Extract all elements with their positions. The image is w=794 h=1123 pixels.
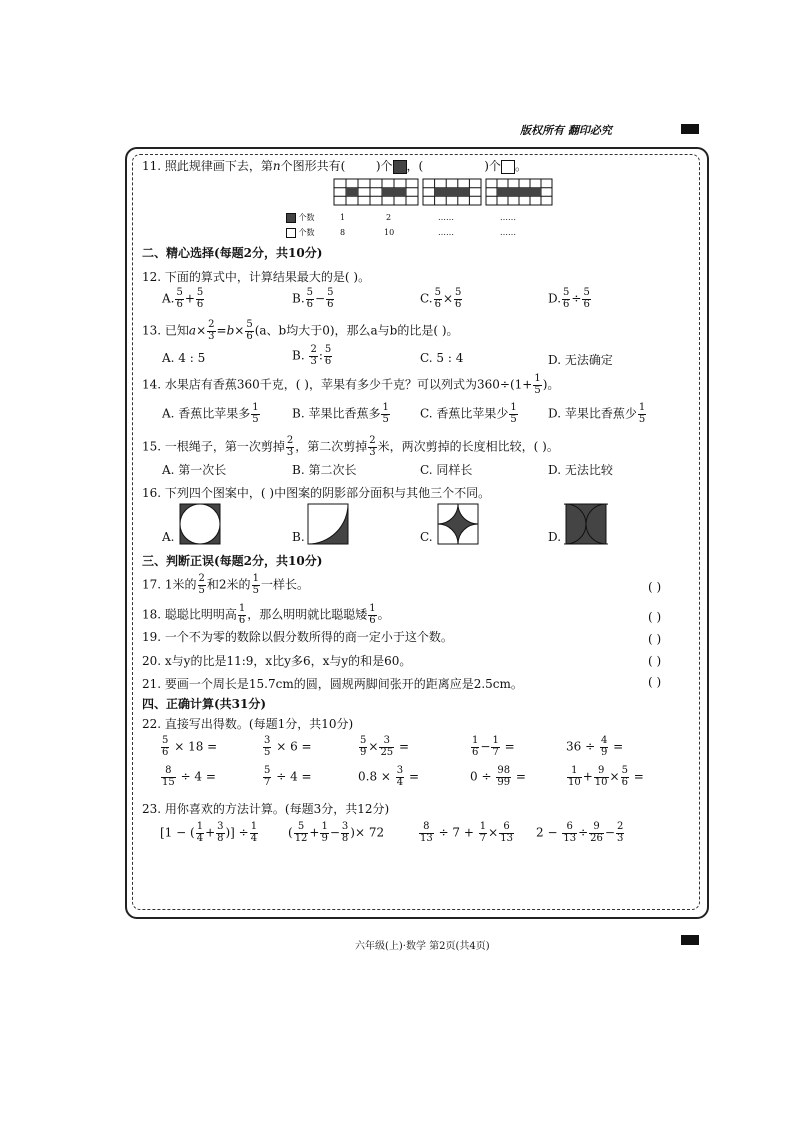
pattern-figure-2 xyxy=(368,177,420,207)
count-shaded-1: 1 xyxy=(340,213,346,222)
q16-figure-b[interactable] xyxy=(306,502,350,546)
q23-expr-2: ( $\frac{5}{12}$ + $\frac{1}{9}$ − $\frac{3}{8}$ )× 72 xyxy=(288,821,385,844)
question-23: 23. 用你喜欢的方法计算。(每题3分，共12分) xyxy=(142,802,390,816)
q23-expr-1: [1 − ( $\frac{1}{4}$ + $\frac{3}{8}$ )] ÷ $\frac{1}{4}$ xyxy=(160,821,258,844)
q22-item-1: $\frac{5}{6}$ × 18 = xyxy=(162,735,218,758)
q22-item-3: $\frac{5}{9}$ × $\frac{3}{25}$ = xyxy=(360,735,410,758)
q17-answer-box[interactable]: ( ) xyxy=(648,580,662,594)
q16-label-d[interactable]: D. xyxy=(548,530,562,544)
section-2-title: 二、精心选择(每题2分，共10分) xyxy=(142,246,323,260)
q23-expr-3: $\frac{8}{13}$ ÷ 7 + $\frac{1}{7}$ × $\frac{6}{13}$ xyxy=(420,821,513,844)
q12-option-b[interactable]: B. $\frac{5}{6}$ − $\frac{5}{6}$ xyxy=(292,287,334,310)
q22-item-4: $\frac{1}{6}$ − $\frac{1}{7}$ = xyxy=(472,735,515,758)
q14-option-a[interactable]: A. 香蕉比苹果多 $\frac{1}{5}$ xyxy=(162,402,259,425)
white-square-icon xyxy=(501,160,515,174)
q16-figure-c[interactable] xyxy=(436,502,480,546)
page-footer: 六年级(上)·数学 第2页(共4页) xyxy=(355,941,490,952)
question-22: 22. 直接写出得数。(每题1分，共10分) xyxy=(142,717,354,731)
q23-expr-4: 2 − $\frac{6}{13}$ ÷ $\frac{9}{26}$ − $\frac{2}{3}$ xyxy=(536,821,624,844)
q16-figure-a[interactable] xyxy=(178,502,222,546)
q22-item-9: 0 ÷ $\frac{98}{99}$ = xyxy=(470,765,526,788)
section-4-title: 四、正确计算(共31分) xyxy=(142,697,267,711)
question-11: 11. 照此规律画下去，第n个图形共有( )个 ，( )个 。 xyxy=(142,159,527,173)
section-3-title: 三、判断正误(每题2分，共10分) xyxy=(142,554,323,568)
q21-answer-box[interactable]: ( ) xyxy=(648,675,662,689)
q22-item-8: 0.8 × $\frac{3}{4}$ = xyxy=(358,765,420,788)
q13-option-a[interactable]: A. 4 : 5 xyxy=(162,351,206,365)
q22-item-7: $\frac{5}{7}$ ÷ 4 = xyxy=(264,765,312,788)
question-18: 18. 聪聪比明明高 $\frac{1}{6}$ ，那么明明就比聪聪矮 $\frac{1}{6}$ 。 xyxy=(142,603,390,626)
legend-shaded-row: 个数 xyxy=(286,212,315,223)
pattern-figure-1 xyxy=(332,177,372,207)
corner-mark xyxy=(681,124,699,134)
q22-item-5: 36 ÷ $\frac{4}{9}$ = xyxy=(566,735,624,758)
q15-option-b[interactable]: B. 第二次长 xyxy=(292,463,357,477)
q18-answer-box[interactable]: ( ) xyxy=(648,610,662,624)
count-white-2: 10 xyxy=(384,228,395,237)
q14-option-c[interactable]: C. 香蕉比苹果少 $\frac{1}{5}$ xyxy=(420,402,517,425)
q19-answer-box[interactable]: ( ) xyxy=(648,632,662,646)
question-16: 16. 下列四个图案中，( )中图案的阴影部分面积与其他三个不同。 xyxy=(142,486,491,500)
q15-option-c[interactable]: C. 同样长 xyxy=(420,463,473,477)
q16-figure-d[interactable] xyxy=(564,502,608,546)
count-white-4: …… xyxy=(500,228,516,237)
count-white-1: 8 xyxy=(340,228,346,237)
q13-option-c[interactable]: C. 5 : 4 xyxy=(420,351,464,365)
q16-label-c[interactable]: C. xyxy=(420,530,433,544)
count-shaded-2: 2 xyxy=(386,213,392,222)
legend-white-row: 个数 xyxy=(286,227,315,238)
q14-option-b[interactable]: B. 苹果比香蕉多 $\frac{1}{5}$ xyxy=(292,402,389,425)
q15-option-a[interactable]: A. 第一次长 xyxy=(162,463,227,477)
question-21: 21. 要画一个周长是15.7cm的圆，圆规两脚间张开的距离应是2.5cm。 xyxy=(142,677,523,691)
q16-label-a[interactable]: A. xyxy=(162,530,175,544)
q20-answer-box[interactable]: ( ) xyxy=(648,654,662,668)
question-14: 14. 水果店有香蕉360千克，( )，苹果有多少千克？可以列式为360÷(1+ $\frac{1}{5}$ )。 xyxy=(142,373,560,396)
footer-corner-mark xyxy=(681,935,699,945)
q12-option-d[interactable]: D. $\frac{5}{6}$ ÷ $\frac{5}{6}$ xyxy=(548,287,590,310)
q13-option-d[interactable]: D. 无法确定 xyxy=(548,353,613,367)
question-19: 19. 一个不为零的数除以假分数所得的商一定小于这个数。 xyxy=(142,630,453,644)
legend-shaded-icon xyxy=(286,213,296,223)
count-white-3: …… xyxy=(438,228,454,237)
question-15: 15. 一根绳子，第一次剪掉 $\frac{2}{3}$ ，第二次剪掉 $\frac{2}{3}$ 米，两次剪掉的长度相比较，( )。 xyxy=(142,435,559,458)
question-20: 20. x与y的比是11:9，x比y多6，x与y的和是60。 xyxy=(142,654,412,668)
legend-white-icon xyxy=(286,228,296,238)
pattern-figure-3 xyxy=(421,177,483,207)
count-shaded-4: …… xyxy=(500,213,516,222)
q16-label-b[interactable]: B. xyxy=(292,530,305,544)
q13-option-b[interactable]: B. $\frac{2}{3}$ : $\frac{5}{6}$ xyxy=(292,344,332,367)
shaded-square-icon xyxy=(393,160,407,174)
q22-item-2: $\frac{3}{5}$ × 6 = xyxy=(264,735,312,758)
question-13: 13. 已知a× $\frac{2}{3}$ =b× $\frac{5}{6}$ (a、b均大于0)，那么a与b的比是( )。 xyxy=(142,319,459,342)
q15-option-d[interactable]: D. 无法比较 xyxy=(548,463,613,477)
q22-item-10: $\frac{1}{10}$ + $\frac{9}{10}$ × $\frac{5}{6}$ = xyxy=(568,765,644,788)
q14-option-d[interactable]: D. 苹果比香蕉少 $\frac{1}{5}$ xyxy=(548,402,646,425)
question-17: 17. 1米的 $\frac{2}{5}$ 和2米的 $\frac{1}{5}$ 一样长。 xyxy=(142,573,309,596)
q12-option-c[interactable]: C. $\frac{5}{6}$ × $\frac{5}{6}$ xyxy=(420,287,462,310)
q12-option-a[interactable]: A. $\frac{5}{6}$ + $\frac{5}{6}$ xyxy=(162,287,204,310)
question-12: 12. 下面的算式中，计算结果最大的是( )。 xyxy=(142,270,371,284)
q22-item-6: $\frac{8}{15}$ ÷ 4 = xyxy=(162,765,216,788)
pattern-figure-4 xyxy=(484,177,554,207)
count-shaded-3: …… xyxy=(438,213,454,222)
copyright-text: 版权所有 翻印必究 xyxy=(520,124,612,137)
